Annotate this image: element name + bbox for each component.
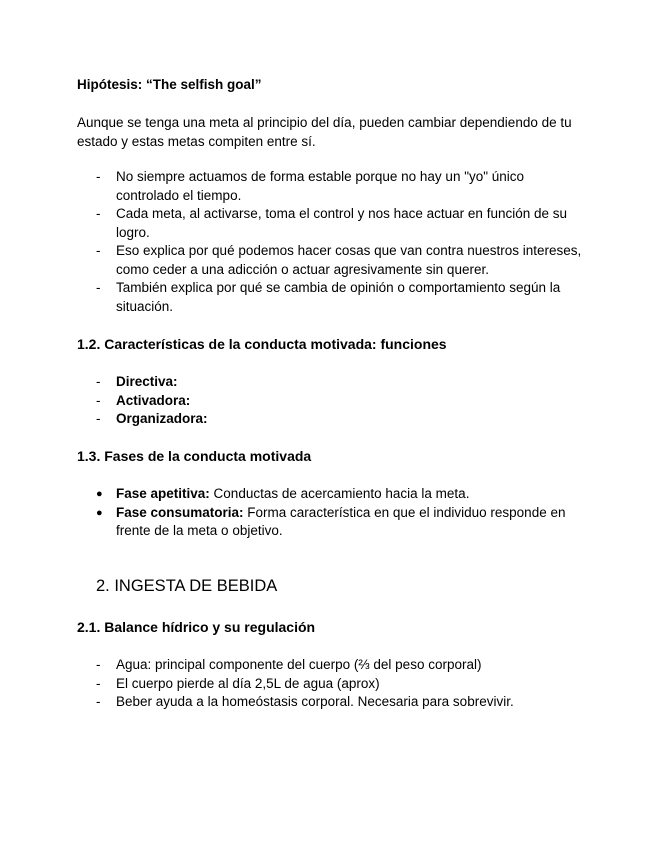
functions-list (77, 373, 582, 429)
hypothesis-intro: Aunque se tenga una meta al principio del día, pueden cambiar dependiendo de tu estado y estas metas compiten entre sí. (77, 115, 572, 149)
list-item: - Directiva: (77, 373, 582, 392)
list-item: - Activadora: (77, 392, 582, 411)
dash-marker: - (96, 411, 101, 426)
bullet-marker: ● (96, 506, 103, 519)
term: Fase consumatoria: (116, 504, 244, 520)
section-2-1-heading: 2.1. Balance hídrico y su regulación (77, 619, 316, 635)
list-item: - Cada meta, al activarse, toma el control y nos hace actuar en función de su logro. (96, 206, 567, 240)
water-balance-list (77, 656, 582, 712)
list-item: ● Fase apetitiva: Conductas de acercamiento hacia la meta. (77, 485, 582, 504)
dash-marker: - (96, 657, 101, 672)
dash-marker: - (96, 374, 101, 389)
list-item: - Organizadora: (77, 410, 582, 429)
list-item: - No siempre actuamos de forma estable porque no hay un "yo" único controlado el tiempo. (96, 169, 525, 203)
phases-list (77, 485, 582, 541)
bullet-marker: ● (96, 488, 103, 500)
dash-marker: - (96, 169, 101, 184)
hypothesis-title: Hipótesis: “The selfish goal” (77, 77, 262, 92)
hypothesis-list (77, 168, 582, 316)
dash-marker: - (96, 280, 101, 295)
list-item: ● Fase consumatoria: Forma característica en que el individuo responde en frente de la meta o objetivo. (96, 504, 566, 538)
list-item: - Eso explica por qué podemos hacer cosas que van contra nuestros intereses, como ceder a una adicción o actuar agresivamente sin querer. (96, 243, 582, 277)
list-item: - El cuerpo pierde al día 2,5L de agua (aprox) (77, 675, 582, 694)
dash-marker: - (96, 675, 101, 691)
section-1-3-heading: 1.3. Fases de la conducta motivada (77, 448, 312, 464)
list-item: - Agua: principal componente del cuerpo (⅔ del peso corporal) (77, 656, 582, 675)
list-item: - También explica por qué se cambia de opinión o comportamiento según la situación. (96, 280, 561, 314)
section-2-heading: 2. INGESTA DE BEBIDA (96, 577, 278, 595)
dash-marker: - (96, 206, 101, 221)
dash-marker: - (96, 392, 101, 408)
dash-marker: - (96, 694, 101, 709)
section-1-2-heading: 1.2. Características de la conducta motivada: funciones (77, 336, 447, 352)
dash-marker: - (96, 243, 101, 258)
list-item: - Beber ayuda a la homeóstasis corporal. Necesaria para sobrevivir. (77, 693, 582, 712)
term: Fase apetitiva: (116, 486, 210, 501)
